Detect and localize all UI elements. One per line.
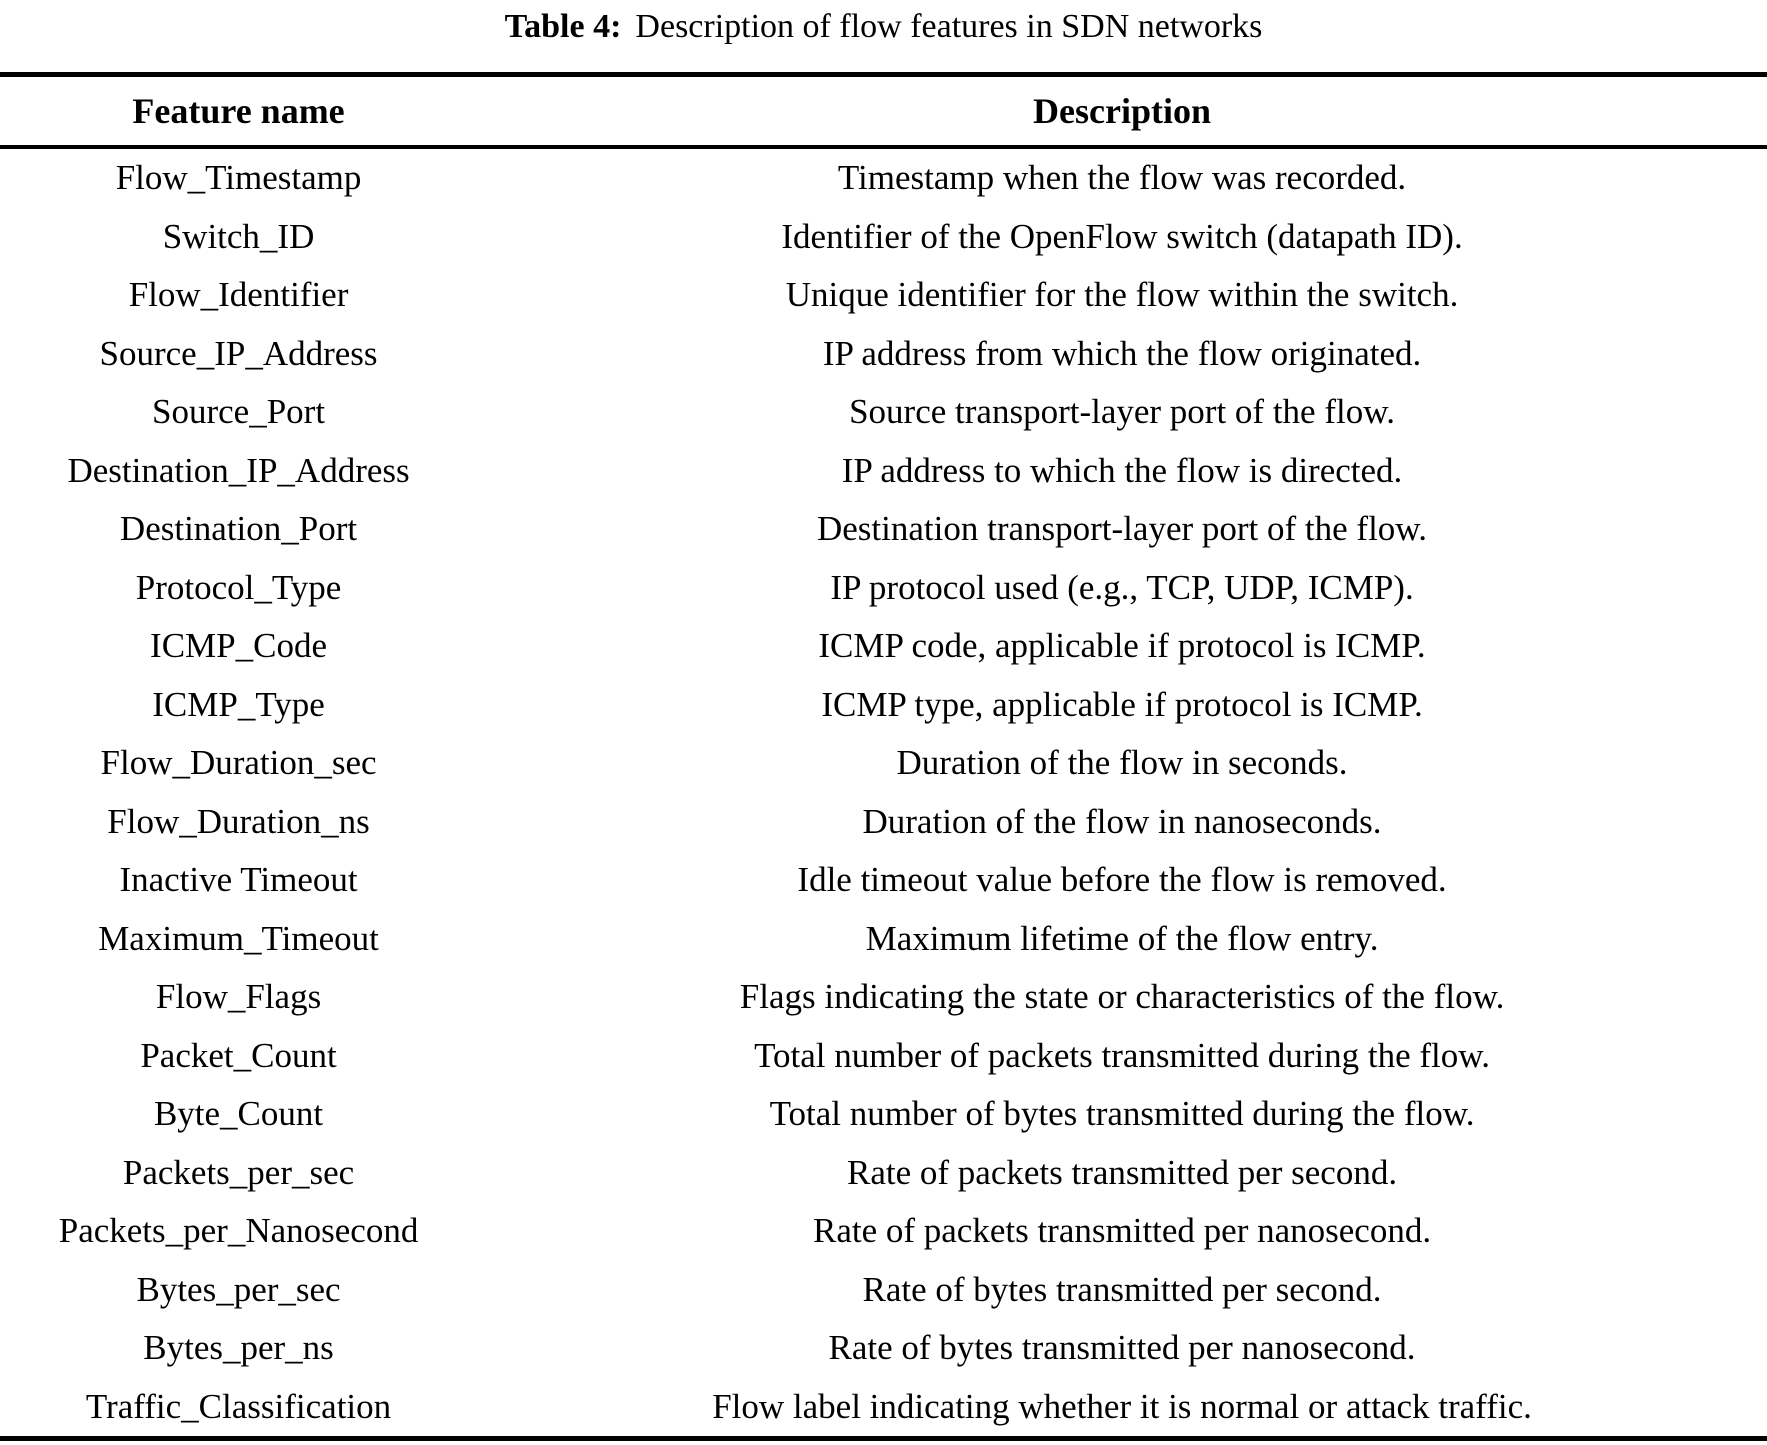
description-cell: Source transport-layer port of the flow. <box>849 392 1395 432</box>
header-row <box>0 75 1767 148</box>
table-row <box>0 1085 1767 1144</box>
table-row <box>0 266 1767 325</box>
description-cell: Total number of bytes transmitted during the flow. <box>769 1094 1475 1134</box>
table-row <box>0 851 1767 910</box>
feature-name-cell: Bytes_per_sec <box>136 1269 341 1309</box>
table-caption-text: Description of flow features in SDN networks <box>635 8 1263 45</box>
table-row <box>0 559 1767 618</box>
table-row <box>0 442 1767 501</box>
description-cell: Flow label indicating whether it is normal or attack traffic. <box>712 1386 1532 1426</box>
feature-name-cell: Source_IP_Address <box>99 333 378 373</box>
table-caption <box>0 0 1767 48</box>
table-row <box>0 1261 1767 1320</box>
table-row <box>0 325 1767 384</box>
table-row <box>0 500 1767 559</box>
feature-name-cell: Flow_Flags <box>155 977 322 1017</box>
table-row <box>0 617 1767 676</box>
column-header-description: Description <box>477 75 1767 148</box>
feature-name-cell: Maximum_Timeout <box>98 918 379 958</box>
description-cell: Destination transport-layer port of the flow. <box>817 509 1428 549</box>
feature-name-cell: Packet_Count <box>140 1035 337 1075</box>
table-row <box>0 147 1767 208</box>
column-header-feature-name: Feature name <box>0 75 477 148</box>
feature-name-cell: Packets_per_sec <box>122 1152 355 1192</box>
feature-name-cell: Packets_per_Nanosecond <box>58 1211 419 1251</box>
description-cell: Rate of packets transmitted per second. <box>846 1152 1398 1192</box>
feature-name-cell: Traffic_Classification <box>85 1386 392 1426</box>
description-cell: IP address to which the flow is directed. <box>841 450 1403 490</box>
description-cell: Identifier of the OpenFlow switch (datapath ID). <box>781 216 1463 256</box>
table-caption-label: Table 4: <box>504 8 622 45</box>
description-cell: Rate of bytes transmitted per second. <box>862 1269 1382 1309</box>
feature-name-cell: Flow_Identifier <box>128 275 349 315</box>
description-cell: Rate of packets transmitted per nanosecond. <box>812 1211 1432 1251</box>
table-row <box>0 383 1767 442</box>
table-row <box>0 734 1767 793</box>
table-row <box>0 1144 1767 1203</box>
description-cell: Duration of the flow in seconds. <box>896 743 1348 783</box>
feature-name-cell: Byte_Count <box>153 1094 324 1134</box>
feature-name-cell: Source_Port <box>152 392 326 432</box>
table-row <box>0 676 1767 735</box>
description-cell: Maximum lifetime of the flow entry. <box>865 918 1379 958</box>
feature-name-cell: Inactive Timeout <box>119 860 358 900</box>
description-cell: ICMP code, applicable if protocol is ICMP. <box>818 626 1426 666</box>
description-cell: Flags indicating the state or characteristics of the flow. <box>739 977 1505 1017</box>
table-row <box>0 968 1767 1027</box>
description-cell: Timestamp when the flow was recorded. <box>837 158 1407 198</box>
description-cell: IP address from which the flow originated. <box>822 333 1422 373</box>
table-row <box>0 1202 1767 1261</box>
feature-name-cell: Flow_Timestamp <box>115 158 362 198</box>
table-row <box>0 1319 1767 1378</box>
table-row <box>0 1027 1767 1086</box>
feature-name-cell: Protocol_Type <box>135 567 342 607</box>
table-row <box>0 793 1767 852</box>
description-cell: ICMP type, applicable if protocol is ICMP. <box>821 684 1423 724</box>
feature-name-cell: Destination_Port <box>119 509 358 549</box>
feature-name-cell: Switch_ID <box>162 216 315 256</box>
table-row <box>0 208 1767 267</box>
description-cell: Idle timeout value before the flow is removed. <box>797 860 1447 900</box>
description-cell: Duration of the flow in nanoseconds. <box>862 801 1382 841</box>
description-cell: Unique identifier for the flow within the switch. <box>785 275 1459 315</box>
feature-name-cell: Bytes_per_ns <box>143 1328 334 1368</box>
feature-name-cell: Flow_Duration_ns <box>107 801 370 841</box>
feature-name-cell: Flow_Duration_sec <box>100 743 377 783</box>
feature-name-cell: ICMP_Code <box>150 626 328 666</box>
table-row <box>0 1378 1767 1439</box>
table-row <box>0 910 1767 969</box>
feature-name-cell: Destination_IP_Address <box>67 450 410 490</box>
description-cell: IP protocol used (e.g., TCP, UDP, ICMP). <box>830 567 1414 607</box>
description-cell: Rate of bytes transmitted per nanosecond. <box>828 1328 1416 1368</box>
flow-features-table <box>0 72 1767 1441</box>
description-cell: Total number of packets transmitted during the flow. <box>754 1035 1490 1075</box>
feature-name-cell: ICMP_Type <box>152 684 325 724</box>
